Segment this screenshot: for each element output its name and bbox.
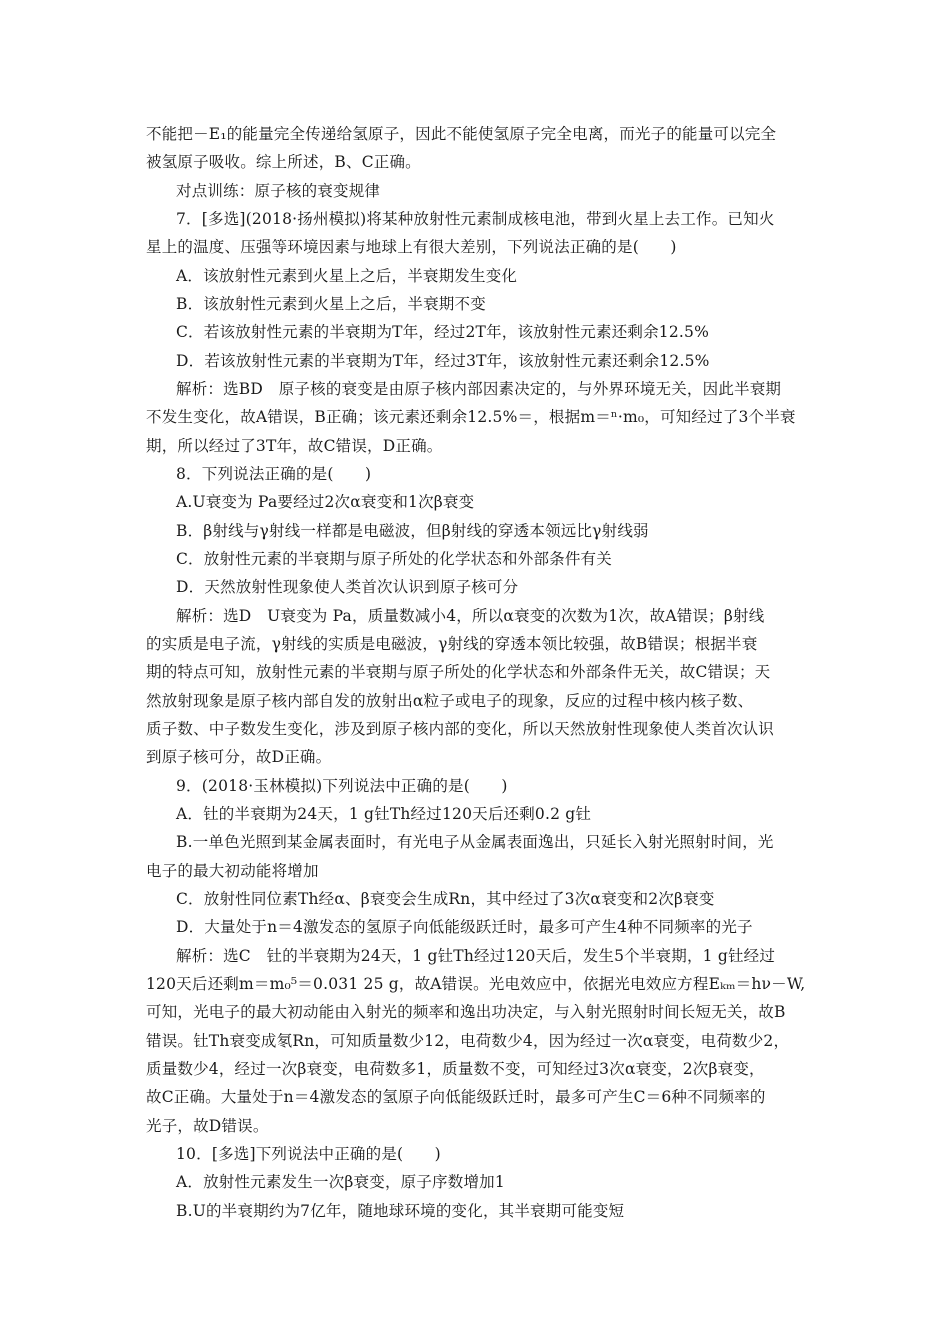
question-9-solution: 故C正确。大量处于n＝4激发态的氢原子向低能级跃迁时，最多可产生C＝6种不同频率的 bbox=[146, 1088, 766, 1106]
question-7-option-a: A．该放射性元素到火星上之后，半衰期发生变化 bbox=[176, 267, 518, 285]
question-9-option-b: 电子的最大初动能将增加 bbox=[146, 862, 319, 880]
question-9-solution: 光子，故D错误。 bbox=[146, 1117, 269, 1135]
question-7-solution: 期，所以经过了3T年，故C错误，D正确。 bbox=[146, 437, 443, 455]
question-7-stem: 7．[多选](2018·扬州模拟)将某种放射性元素制成核电池，带到火星上去工作。已知火 bbox=[176, 210, 775, 228]
question-10-option-a: A．放射性元素发生一次β衰变，原子序数增加1 bbox=[176, 1173, 505, 1191]
question-9-stem: 9．(2018·玉林模拟)下列说法中正确的是( ) bbox=[176, 777, 508, 795]
question-9-solution: 120天后还剩m＝m₀⁵＝0.031 25 g，故A错误。光电效应中，依据光电效应方程Eₖₘ＝hν－W, bbox=[146, 975, 806, 993]
question-8-stem: 8．下列说法正确的是( ) bbox=[176, 465, 372, 483]
question-9-solution: 错误。钍Th衰变成氡Rn，可知质量数少12，电荷数少4，因为经过一次α衰变，电荷数少2， bbox=[146, 1032, 790, 1050]
question-8-solution: 解析：选D U衰变为 Pa，质量数减小4，所以α衰变的次数为1次，故A错误；β射线 bbox=[176, 607, 765, 625]
question-9-solution: 质量数少4，经过一次β衰变，电荷数多1，质量数不变，可知经过3次α衰变，2次β衰变， bbox=[146, 1060, 765, 1078]
question-10-stem: 10．[多选]下列说法中正确的是( ) bbox=[176, 1145, 441, 1163]
question-8-option-c: C．放射性元素的半衰期与原子所处的化学状态和外部条件有关 bbox=[176, 550, 612, 568]
question-9-solution: 可知，光电子的最大初动能由入射光的频率和逸出功决定，与入射光照射时间长短无关，故B bbox=[146, 1003, 786, 1021]
text-line: 不能把－E₁的能量完全传递给氢原子，因此不能使氢原子完全电离，而光子的能量可以完全 bbox=[146, 125, 777, 143]
text-line: 被氢原子吸收。综上所述，B、C正确。 bbox=[146, 153, 421, 171]
question-9-option-d: D．大量处于n＝4激发态的氢原子向低能级跃迁时，最多可产生4种不同频率的光子 bbox=[176, 918, 753, 936]
question-8-option-d: D．天然放射性现象使人类首次认识到原子核可分 bbox=[176, 578, 519, 596]
question-7-option-d: D．若该放射性元素的半衰期为T年，经过3T年，该放射性元素还剩余12.5% bbox=[176, 352, 710, 370]
question-8-solution: 然放射现象是原子核内部自发的放射出α粒子或电子的现象，反应的过程中核内核子数、 bbox=[146, 692, 754, 710]
question-9-option-b: B.一单色光照到某金属表面时，有光电子从金属表面逸出，只延长入射光照射时间，光 bbox=[176, 833, 774, 851]
question-9-solution: 解析：选C 钍的半衰期为24天，1 g钍Th经过120天后，发生5个半衰期，1 g钍经过 bbox=[176, 947, 776, 965]
question-8-option-a: A.U衰变为 Pa要经过2次α衰变和1次β衰变 bbox=[176, 493, 475, 511]
question-7-stem: 星上的温度、压强等环境因素与地球上有很大差别，下列说法正确的是( ) bbox=[146, 238, 677, 256]
question-7-solution: 解析：选BD 原子核的衰变是由原子核内部因素决定的，与外界环境无关，因此半衰期 bbox=[176, 380, 782, 398]
question-7-solution: 不发生变化，故A错误，B正确；该元素还剩余12.5%＝，根据m＝ⁿ·m₀，可知经过了3个半衰 bbox=[146, 408, 796, 426]
question-8-solution: 的实质是电子流，γ射线的实质是电磁波，γ射线的穿透本领比较强，故B错误；根据半衰 bbox=[146, 635, 758, 653]
question-9-option-c: C．放射性同位素Th经α、β衰变会生成Rn，其中经过了3次α衰变和2次β衰变 bbox=[176, 890, 715, 908]
question-8-solution: 到原子核可分，故D正确。 bbox=[146, 748, 332, 766]
question-8-solution: 质子数、中子数发生变化，涉及到原子核内部的变化，所以天然放射性现象使人类首次认识 bbox=[146, 720, 775, 738]
section-heading: 对点训练：原子核的衰变规律 bbox=[176, 182, 381, 200]
question-9-option-a: A．钍的半衰期为24天，1 g钍Th经过120天后还剩0.2 g钍 bbox=[176, 805, 592, 823]
question-7-option-c: C．若该放射性元素的半衰期为T年，经过2T年，该放射性元素还剩余12.5% bbox=[176, 323, 710, 341]
question-7-option-b: B．该放射性元素到火星上之后，半衰期不变 bbox=[176, 295, 486, 313]
question-8-solution: 期的特点可知，放射性元素的半衰期与原子所处的化学状态和外部条件无关，故C错误；天 bbox=[146, 663, 771, 681]
question-10-option-b: B.U的半衰期约为7亿年，随地球环境的变化，其半衰期可能变短 bbox=[176, 1202, 625, 1220]
question-8-option-b: B．β射线与γ射线一样都是电磁波，但β射线的穿透本领远比γ射线弱 bbox=[176, 522, 649, 540]
